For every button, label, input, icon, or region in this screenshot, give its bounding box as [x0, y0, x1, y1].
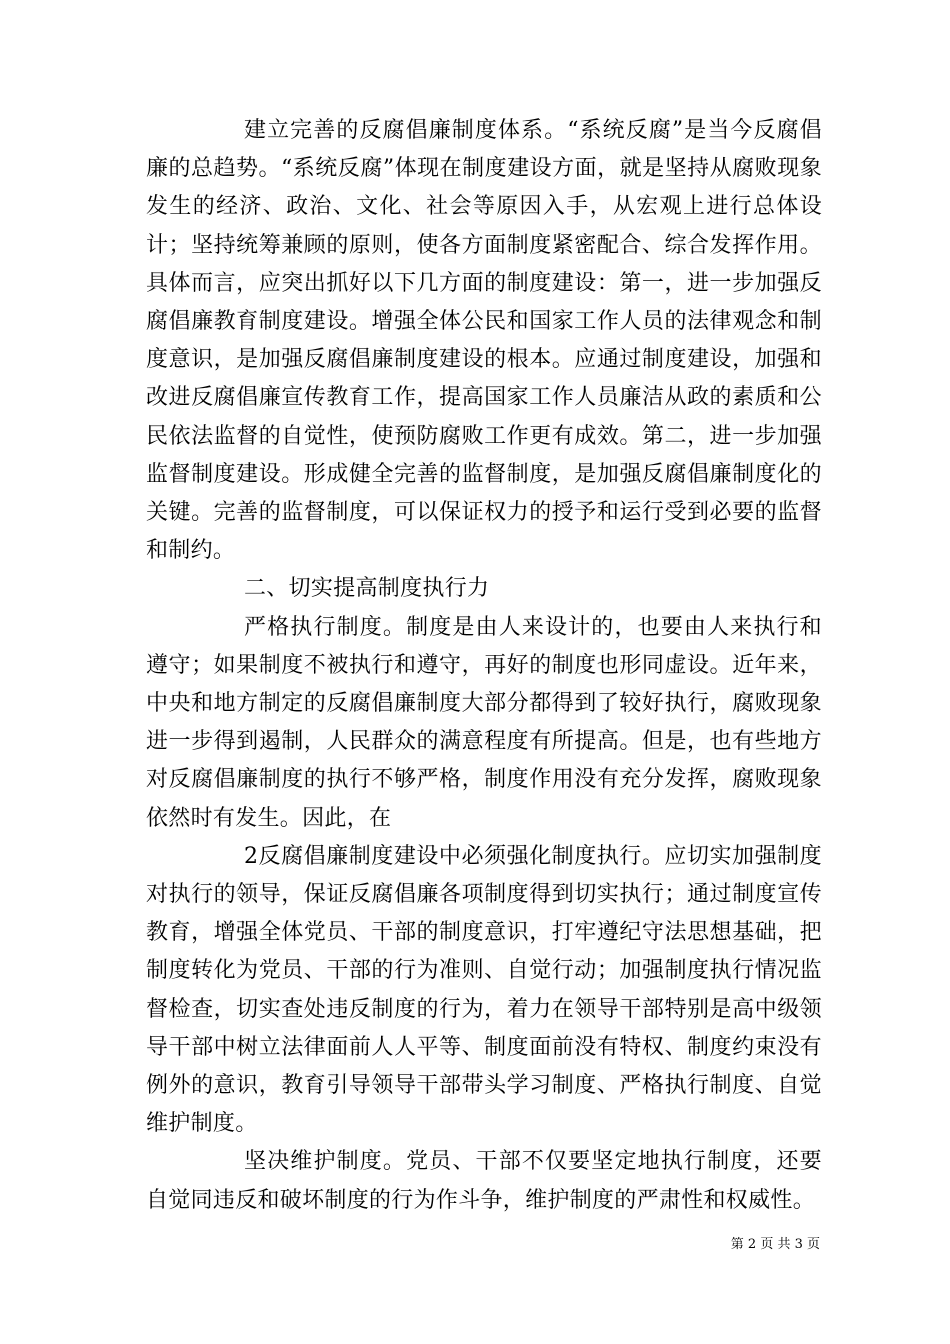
page-number-footer: 第 2 页 共 3 页 [730, 1237, 820, 1252]
section-heading-enforcement: 二、切实提高制度执行力 [244, 576, 490, 602]
paragraph-strengthen-execution: 2反腐倡廉制度建设中必须强化制度执行。应切实加强制度对执行的领导，保证反腐倡廉各项制度得到切实执行；通过制度宣传教育，增强全体党员、干部的制度意识，打牢遵纪守法思想基础，把制度转化为党员、干部的行为准则、自觉行动；加强制度执行情况监督检查，切实查处违反制度的行为，着力在领导干部特别是高中级领导干部中树立法律面前人人平等、制度面前没有特权、制度约束没有例外的意识，教育引导领导干部带头学习制度、严格执行制度、自觉维护制度。 [146, 843, 822, 1137]
document-body [146, 112, 822, 1220]
paragraph-maintain-system: 坚决维护制度。党员、干部不仅要坚定地执行制度，还要自觉同违反和破坏制度的行为作斗争，维护制度的严肃性和权威性。 [146, 1149, 822, 1213]
paragraph-anticorruption-system: 建立完善的反腐倡廉制度体系。“系统反腐”是当今反腐倡廉的总趋势。“系统反腐”体现在制度建设方面，就是坚持从腐败现象发生的经济、政治、文化、社会等原因入手，从宏观上进行总体设计；坚持统筹兼顾的原则，使各方面制度紧密配合、综合发挥作用。具体而言，应突出抓好以下几方面的制度建设：第一，进一步加强反腐倡廉教育制度建设。增强全体公民和国家工作人员的法律观念和制度意识，是加强反腐倡廉制度建设的根本。应通过制度建设，加强和改进反腐倡廉宣传教育工作，提高国家工作人员廉洁从政的素质和公民依法监督的自觉性，使预防腐败工作更有成效。第二，进一步加强监督制度建设。形成健全完善的监督制度，是加强反腐倡廉制度化的关键。完善的监督制度，可以保证权力的授予和运行受到必要的监督和制约。 [146, 118, 822, 564]
paragraph-strict-enforcement: 严格执行制度。制度是由人来设计的，也要由人来执行和遵守；如果制度不被执行和遵守，再好的制度也形同虚设。近年来，中央和地方制定的反腐倡廉制度大部分都得到了较好执行，腐败现象进一步得到遏制，人民群众的满意程度有所提高。但是，也有些地方对反腐倡廉制度的执行不够严格，制度作用没有充分发挥，腐败现象依然时有发生。因此，在 [146, 614, 822, 831]
